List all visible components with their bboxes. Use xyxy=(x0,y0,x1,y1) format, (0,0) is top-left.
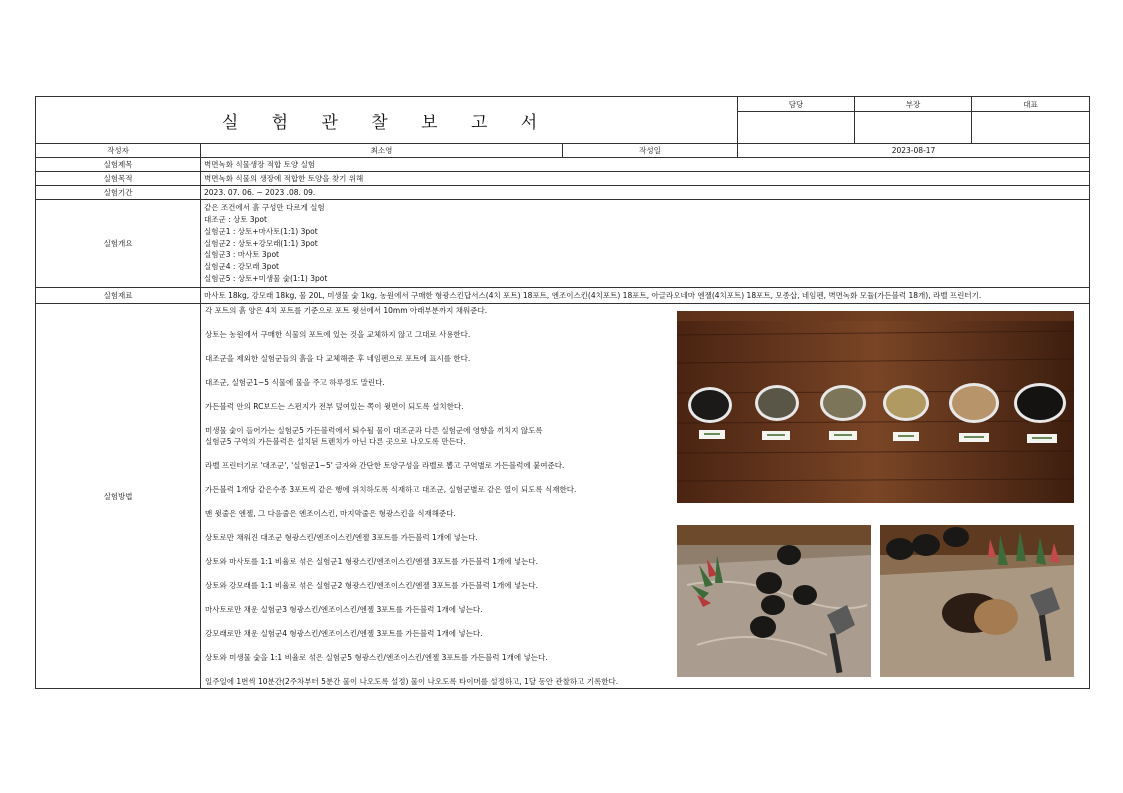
overview-line: 대조군 : 상토 3pot xyxy=(204,215,267,224)
method-step: 강모래로만 채운 실험군4 형광스킨/엔조이스킨/엔젤 3포트를 가든블럭 1개에 넣는다. xyxy=(205,629,483,638)
title-cell xyxy=(36,97,738,144)
method-step: 맨 윗줄은 엔젤, 그 다음줄은 엔조이스킨, 마지막줄은 형광스킨을 식재해준다. xyxy=(205,509,456,518)
soil-samples-photo xyxy=(677,311,1074,503)
author-value: 최소영 xyxy=(201,144,563,158)
overview-label: 실험개요 xyxy=(36,200,201,288)
approval-header-ceo: 대표 xyxy=(972,97,1090,112)
subject-label: 실험제목 xyxy=(36,158,201,172)
materials-value: 마사토 18kg, 강모래 18kg, 물 20L, 미생물 숯 1kg, 농원에서 구매한 형광스킨답서스(4치 포트) 18포트, 엔조이스킨(4치포트) 18포트, 아글라오네마 엔젤(4치포트) 18포트, 모종삽, 네임펜, 벽면녹화 모듈(가든블럭 18개), 라벨 프린터기. xyxy=(201,288,1090,304)
approval-header-staff: 담당 xyxy=(738,97,855,112)
method-step: 상토와 미생물 숯을 1:1 비율로 섞은 실험군5 형광스킨/엔조이스킨/엔젤 3포트를 가든블럭 1개에 넣는다. xyxy=(205,653,548,662)
overview-line: 실험군3 : 마사토 3pot xyxy=(204,250,279,260)
period-label: 실험기간 xyxy=(36,186,201,200)
report-title: 실 험 관 찰 보 고 서 xyxy=(221,112,552,133)
author-label: 작성자 xyxy=(36,144,201,158)
date-label: 작성일 xyxy=(563,144,738,158)
method-step: 라벨 프린터기로 '대조군', '실험군1~5' 글자와 간단한 토양구성을 라벨로 뽑고 구역별로 가든블럭에 붙여준다. xyxy=(205,461,565,470)
method-step: 가든블럭 1개당 같은수종 3포트씩 같은 행에 위치하도록 식재하고 대조군, 실험군별로 같은 열이 되도록 식재한다. xyxy=(205,485,577,494)
date-value: 2023-08-17 xyxy=(738,144,1090,158)
approval-box-manager[interactable] xyxy=(855,112,972,144)
overview-line: 실험군2 : 상토+강모래(1:1) 3pot xyxy=(204,238,318,248)
method-step: 대조군을 제외한 실험군들의 흙을 다 교체해준 후 네임펜으로 포트에 표시를 한다. xyxy=(205,354,471,363)
method-step: 마사토로만 채운 실험군3 형광스킨/엔조이스킨/엔젤 3포트를 가든블럭 1개에 넣는다. xyxy=(205,605,483,614)
overview-content xyxy=(201,200,1090,288)
method-step: 상토는 농원에서 구매한 식물의 포트에 있는 것을 교체하지 않고 그대로 사용한다. xyxy=(205,330,471,339)
potted-plants-photo xyxy=(677,525,871,677)
materials-label: 실험재료 xyxy=(36,288,201,304)
overview-line: 실험군5 : 상토+미생물 숯(1:1) 3pot xyxy=(204,273,328,283)
approval-header-manager: 부장 xyxy=(855,97,972,112)
method-label: 실험방법 xyxy=(36,304,201,689)
method-steps xyxy=(205,305,675,687)
method-step: 상토와 마사토를 1:1 비율로 섞은 실험군1 형광스킨/엔조이스킨/엔젤 3포트를 가든블럭 1개에 넣는다. xyxy=(205,557,538,566)
method-step: 미생물 숯이 들어가는 실험군5 가든블럭에서 퇴수될 물이 대조군과 다른 실험군에 영향을 끼치지 않도록 실험군5 구역의 가든블럭은 설치된 트렌치가 아닌 다른 곳으로 나오도록 만든다. xyxy=(205,426,543,446)
approval-box-staff[interactable] xyxy=(738,112,855,144)
method-step: 각 포트의 흙 양은 4치 포트를 기준으로 포트 윗선에서 10mm 아래부분까지 채워준다. xyxy=(205,306,488,315)
method-step: 일주일에 1번씩 10분간(2주차부터 5분간 물이 나오도록 설정) 물이 나오도록 타이머를 설정하고, 1달 동안 관찰하고 기록한다. xyxy=(205,677,619,686)
purpose-label: 실험목적 xyxy=(36,172,201,186)
purpose-value: 벽면녹화 식물의 생장에 적합한 토양을 찾기 위해 xyxy=(201,172,1090,186)
subject-value: 벽면녹화 식물생장 적합 토양 실험 xyxy=(201,158,1090,172)
method-content xyxy=(201,304,1090,689)
report-table xyxy=(35,96,1090,689)
method-step: 상토로만 채워진 대조군 형광스킨/엔조이스킨/엔젤 3포트를 가든블럭 1개에 넣는다. xyxy=(205,533,478,542)
period-value: 2023. 07. 06. ~ 2023 .08. 09. xyxy=(201,186,1090,200)
method-step: 대조군, 실험군1~5 식물에 물을 주고 하루정도 말린다. xyxy=(205,378,385,387)
overview-line: 실험군1 : 상토+마사토(1:1) 3pot xyxy=(204,226,318,236)
approval-box-ceo[interactable] xyxy=(972,112,1090,144)
overview-line: 같은 조건에서 흙 구성만 다르게 실험 xyxy=(204,203,325,213)
method-step: 상토와 강모래를 1:1 비율로 섞은 실험군2 형광스킨/엔조이스킨/엔젤 3포트를 가든블럭 1개에 넣는다. xyxy=(205,581,538,590)
soil-heap-photo xyxy=(880,525,1074,677)
overview-line: 실험군4 : 강모래 3pot xyxy=(204,262,279,272)
method-step: 가든블럭 안의 RC보드는 스펀지가 전부 덮여있는 쪽이 윗면이 되도록 설치한다. xyxy=(205,402,464,411)
